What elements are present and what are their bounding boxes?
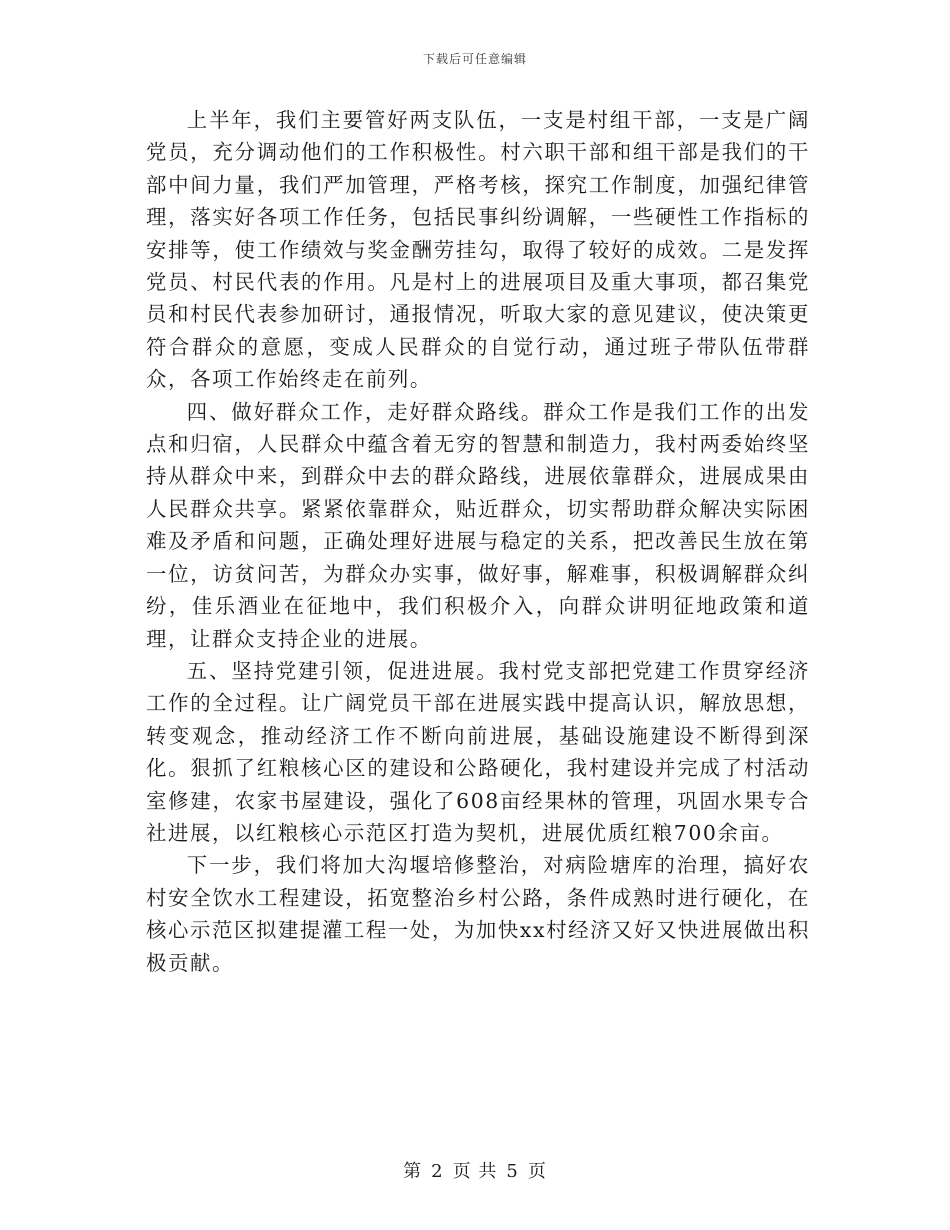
paragraph-next-steps: 下一步，我们将加大沟堰培修整治，对病险塘库的治理，搞好农村安全饮水工程建设，拓宽整治乡村公路，条件成熟时进行硬化，在核心示范区拟建提灌工程一处，为加快xx村经济又好又快进展做出积极贡献。 bbox=[146, 853, 810, 975]
footer-current-page: 2 bbox=[431, 1161, 444, 1182]
footer-middle: 页 共 bbox=[452, 1161, 498, 1182]
footer-prefix: 第 bbox=[403, 1161, 423, 1182]
paragraph-mass-work: 四、做好群众工作，走好群众路线。群众工作是我们工作的出发点和归宿，人民群众中蕴含着无穷的智慧和制造力，我村两委始终坚持从群众中来，到群众中去的群众路线，进展依靠群众，进展成果由人民群众共享。紧紧依靠群众，贴近群众，切实帮助群众解决实际困难及矛盾和问题，正确处理好进展与稳定的关系，把改善民生放在第一位，访贫问苦，为群众办实事，做好事，解难事，积极调解群众纠纷，佳乐酒业在征地中，我们积极介入，向群众讲明征地政策和道理，让群众支持企业的进展。 bbox=[146, 399, 810, 651]
footer-total-pages: 5 bbox=[506, 1161, 519, 1182]
page-number-footer bbox=[0, 1157, 950, 1183]
paragraph-team-management: 上半年，我们主要管好两支队伍，一支是村组干部，一支是广阔党员，充分调动他们的工作积极性。村六职干部和组干部是我们的干部中间力量，我们严加管理，严格考核，探究工作制度，加强纪律管理，落实好各项工作任务，包括民事纠纷调解，一些硬性工作指标的安排等，使工作绩效与奖金酬劳挂勾，取得了较好的成效。二是发挥党员、村民代表的作用。凡是村上的进展项目及重大事项，都召集党员和村民代表参加研讨，通报情况，听取大家的意见建议，使决策更符合群众的意愿，变成人民群众的自觉行动，通过班子带队伍带群众，各项工作始终走在前列。 bbox=[146, 108, 810, 392]
page-header-note: 下载后可任意编辑 bbox=[422, 52, 527, 66]
paragraph-party-building: 五、坚持党建引领，促进进展。我村党支部把党建工作贯穿经济工作的全过程。让广阔党员干部在进展实践中提高认识，解放思想，转变观念，推动经济工作不断向前进展，基础设施建设不断得到深化。狠抓了红粮核心区的建设和公路硬化，我村建设并完成了村活动室修建，农家书屋建设，强化了608亩经果林的管理，巩固水果专合社进展，以红粮核心示范区打造为契机，进展优质红粮700余亩。 bbox=[146, 658, 810, 845]
footer-suffix: 页 bbox=[527, 1161, 547, 1182]
document-body bbox=[146, 104, 810, 979]
